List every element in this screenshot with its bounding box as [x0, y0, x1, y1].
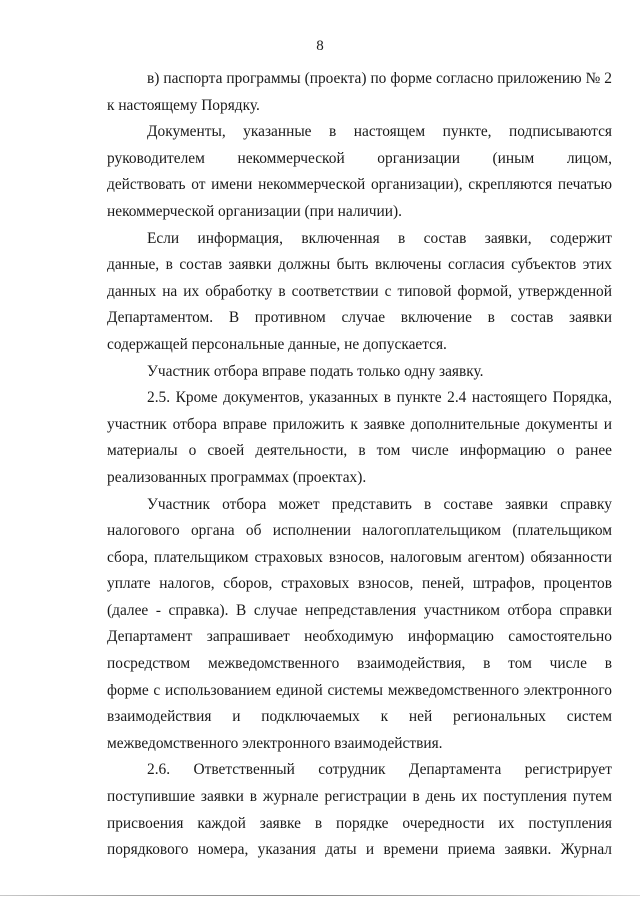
text-line: поступившие заявки в журнале регистрации в день их поступления путем [107, 788, 612, 806]
text-line: Если информация, включенная в состав заявки, содержит [147, 229, 612, 247]
text-line: данных на их обработку в соответствии с типовой формой, утвержденной [107, 282, 612, 300]
text-line: Участник отбора может представить в составе заявки справку [147, 495, 612, 513]
text-line: 2.6. Ответственный сотрудник Департамента регистрирует [147, 761, 612, 779]
text-line: данные, в состав заявки должны быть включены согласия субъектов этих [107, 256, 612, 274]
text-line: порядкового номера, указания даты и времени приема заявки. Журнал [107, 841, 612, 859]
text-line: сбора, плательщиком страховых взносов, налоговым агентом) обязанности [107, 548, 612, 566]
text-line: Департамент запрашивает необходимую информацию самостоятельно [107, 628, 612, 646]
text-line: (далее - справка). В случае непредставления участником отбора справки [107, 601, 612, 619]
text-line: Документы, указанные в настоящем пункте, подписываются [147, 123, 612, 141]
text-line: 2.5. Кроме документов, указанных в пункте 2.4 настоящего Порядка, [147, 389, 612, 407]
text-line: налогового органа об исполнении налогоплательщиком (плательщиком [107, 522, 612, 540]
text-line: содержащей персональные данные, не допускается. [107, 335, 447, 353]
text-line: реализованных программах (проектах). [107, 468, 367, 486]
text-line: форме с использованием единой системы межведомственного электронного [107, 681, 612, 699]
text-line: межведомственного электронного взаимодействия. [107, 734, 443, 752]
text-line: уплате налогов, сборов, страховых взносов, пеней, штрафов, процентов [107, 575, 612, 593]
text-line: взаимодействия и подключаемых к ней региональных систем [107, 708, 612, 726]
text-line: Департаментом. В противном случае включение в состав заявки [107, 309, 612, 327]
text-line: посредством межведомственного взаимодействия, в том числе в [107, 655, 612, 673]
text-line: присвоения каждой заявке в порядке очередности их поступления [107, 814, 612, 832]
text-line: участник отбора вправе приложить к заявке дополнительные документы и [107, 415, 612, 433]
bottom-edge-line [0, 895, 640, 896]
page-number: 8 [316, 38, 324, 54]
text-line: некоммерческой организации (при наличии). [107, 202, 402, 220]
text-line: материалы о своей деятельности, в том числе информацию о ранее [107, 442, 612, 460]
document-body [107, 66, 612, 864]
text-line: руководителем некоммерческой организации (иным лицом, [107, 149, 612, 167]
text-line: в) паспорта программы (проекта) по форме согласно приложению № 2 [147, 70, 612, 87]
text-line: к настоящему Порядку. [107, 96, 260, 114]
text-line: Участник отбора вправе подать только одну заявку. [147, 362, 484, 380]
text-line: действовать от имени некоммерческой организации), скрепляются печатью [107, 176, 612, 194]
